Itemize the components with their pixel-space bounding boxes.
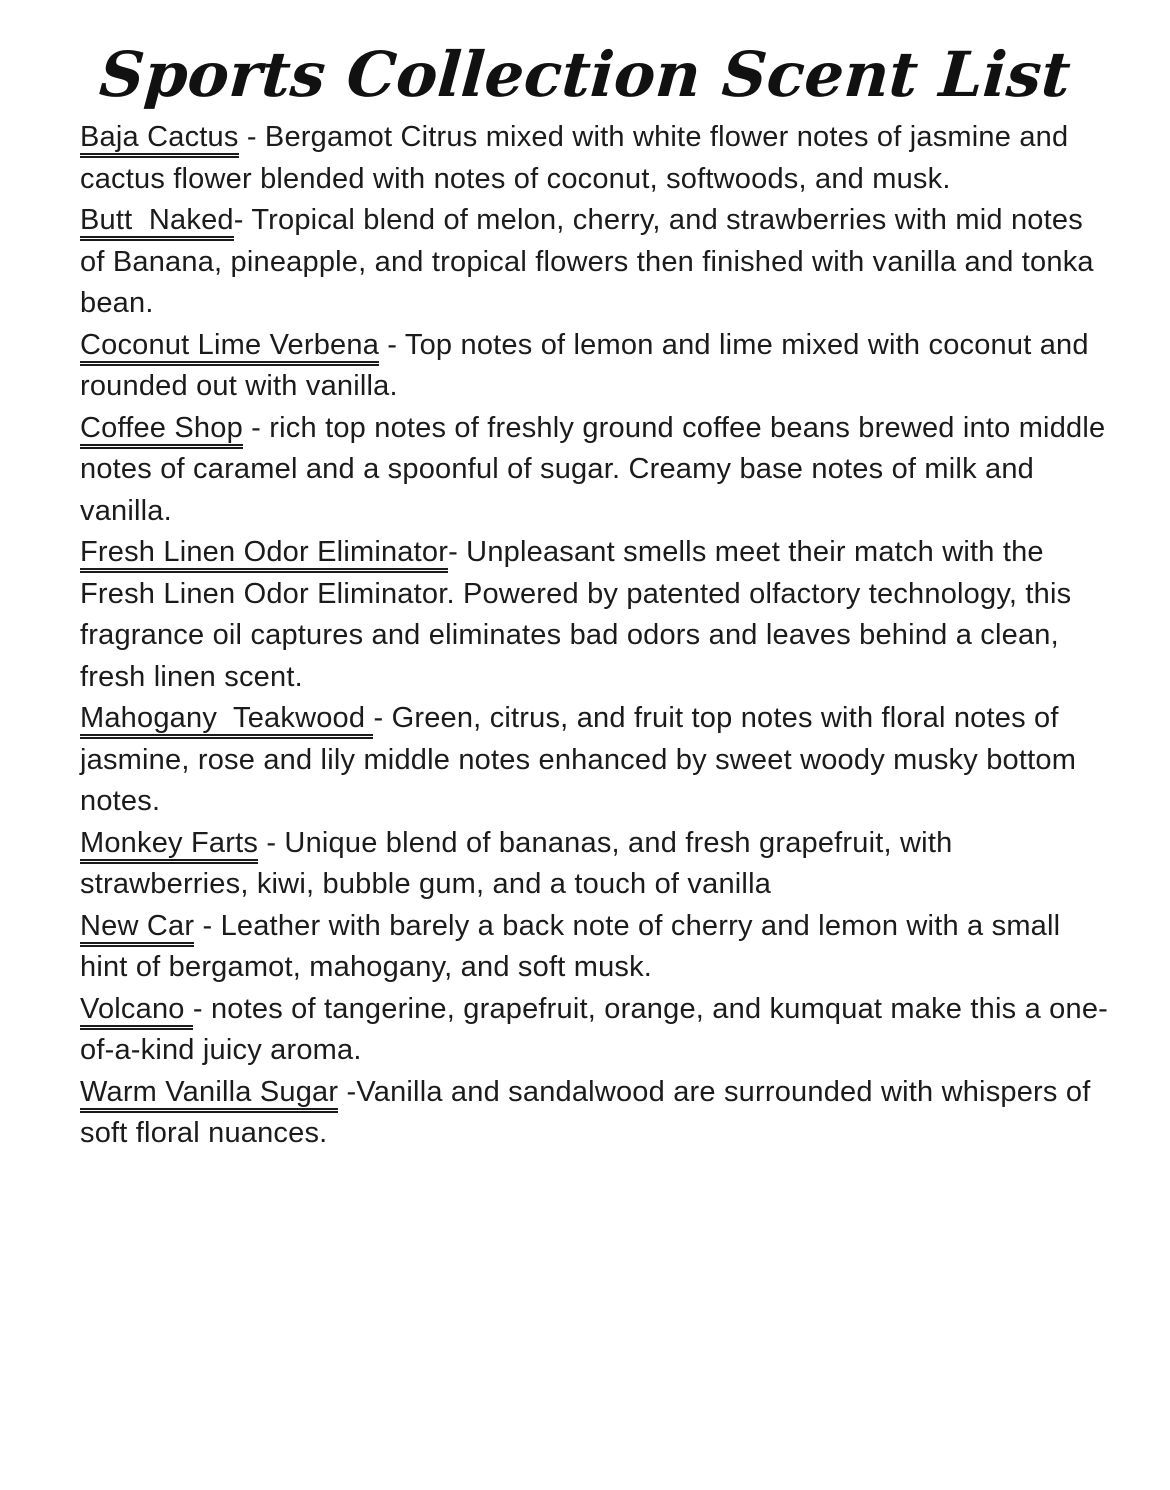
scent-entry	[80, 117, 1110, 200]
scent-entry	[80, 200, 1110, 325]
scent-name: Monkey Farts	[80, 827, 258, 864]
scent-name: Volcano	[80, 993, 193, 1030]
scent-name: Coconut Lime Verbena	[80, 329, 379, 366]
scent-name: Mahogany Teakwood	[80, 702, 373, 739]
scent-name: Warm Vanilla Sugar	[80, 1076, 338, 1113]
scent-name: Fresh Linen Odor Eliminator	[80, 536, 448, 573]
scent-description: - Bergamot Citrus mixed with white flower notes of jasmine and cactus flower blended with notes of coconut, softwoods, and musk.	[80, 121, 1077, 195]
scent-entry	[80, 532, 1110, 698]
scent-entry	[80, 1072, 1110, 1155]
scent-description: - Green, citrus, and fruit top notes with floral notes of jasmine, rose and lily middle notes enhanced by sweet woody musky bottom notes.	[80, 702, 1085, 818]
scent-description: - notes of tangerine, grapefruit, orange, and kumquat make this a one-of-a-kind juicy aroma.	[80, 992, 1109, 1067]
scent-entry	[80, 698, 1110, 823]
scent-description: - rich top notes of freshly ground coffee beans brewed into middle notes of caramel and a spoonful of sugar. Creamy base notes of milk and vanilla.	[80, 411, 1114, 527]
scent-description: - Leather with barely a back note of cherry and lemon with a small hint of bergamot, mahogany, and soft musk.	[80, 909, 1069, 984]
scent-name: New Car	[80, 910, 194, 947]
scent-description: - Unique blend of bananas, and fresh grapefruit, with strawberries, kiwi, bubble gum, and a touch of vanilla	[80, 826, 961, 901]
page-title: Sports Collection Scent List	[97, 38, 1073, 111]
scent-list	[0, 117, 1170, 1155]
scent-entry	[80, 906, 1110, 989]
scent-description: - Top notes of lemon and lime mixed with coconut and rounded out with vanilla.	[80, 328, 1097, 403]
scent-name: Baja Cactus	[80, 121, 239, 158]
scent-description: - Tropical blend of melon, cherry, and strawberries with mid notes of Banana, pineapple, and tropical flowers then finished with vanilla and tonka bean.	[80, 204, 1103, 320]
scent-description: - Unpleasant smells meet their match with the Fresh Linen Odor Eliminator. Powered by patented olfactory technology, this fragrance oil captures and eliminates bad odors and leaves behind a clean, fresh linen scent.	[80, 536, 1080, 693]
scent-description: -Vanilla and sandalwood are surrounded with whispers of soft floral nuances.	[80, 1075, 1099, 1150]
scent-entry	[80, 989, 1110, 1072]
scent-name: Coffee Shop	[80, 412, 243, 449]
scent-name: Butt Naked	[80, 204, 234, 241]
scent-entry	[80, 325, 1110, 408]
scent-entry	[80, 823, 1110, 906]
scent-entry	[80, 408, 1114, 533]
